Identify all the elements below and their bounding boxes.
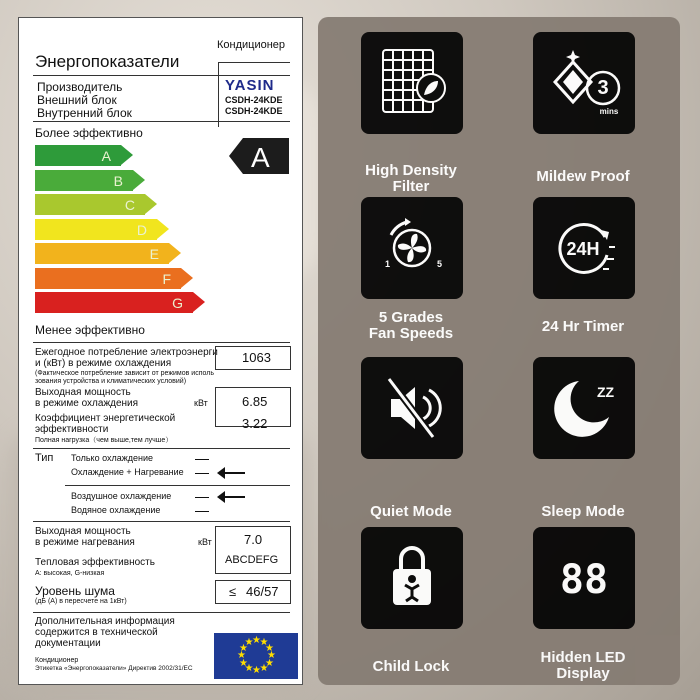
fan-dial-max: 5 bbox=[437, 259, 443, 269]
efficiency-bar-letter: A bbox=[101, 148, 111, 164]
feature-caption-1: High Density bbox=[365, 162, 457, 179]
mins-text: mins bbox=[599, 107, 619, 116]
led-digits: 88 bbox=[559, 557, 609, 603]
outdoor-unit-label: Внешний блок bbox=[37, 93, 117, 107]
heating-output-value: 7.0 bbox=[244, 532, 263, 547]
appliance-type: Кондиционер bbox=[217, 39, 286, 51]
efficiency-bar-letter: D bbox=[136, 221, 147, 238]
eu-star-icon: ★ bbox=[244, 637, 254, 648]
heating-efficiency-note: A: высокая, G-низкая bbox=[35, 570, 105, 577]
annual-consumption-note-1: (Фактическое потребление зависит от режимов исполь bbox=[35, 370, 214, 377]
eer-label-2: эффективности bbox=[35, 424, 109, 435]
rated-class-arrow bbox=[229, 138, 289, 174]
eu-star-icon: ★ bbox=[244, 662, 254, 674]
cooling-output-value: 6.85 bbox=[242, 394, 268, 409]
annual-consumption-label-1: Ежегодное потребление электроэнерги bbox=[35, 347, 218, 358]
efficiency-bar-letter: C bbox=[124, 197, 135, 213]
efficiency-bar-letter: F bbox=[162, 270, 171, 287]
eer-value: 3.22 bbox=[242, 416, 268, 431]
efficiency-bar-g bbox=[35, 292, 193, 313]
heating-efficiency-value: ABCDEFG bbox=[225, 554, 279, 566]
eu-star-icon: ★ bbox=[239, 642, 248, 654]
heating-output-label-1: Выходная мощность bbox=[35, 526, 131, 537]
heating-output-unit: кВт bbox=[198, 537, 212, 547]
noise-le-icon: ≤ bbox=[229, 584, 237, 599]
annual-consumption-note-2: зования устройства и климатических условий) bbox=[35, 378, 187, 385]
feature-caption-2: Filter bbox=[392, 178, 430, 195]
energy-label bbox=[18, 17, 303, 685]
eu-star-icon: ★ bbox=[252, 665, 261, 676]
noise-label: Уровень шума bbox=[35, 584, 115, 598]
type-label: Тип bbox=[35, 452, 54, 464]
heating-efficiency-label: Тепловая эффективность bbox=[35, 557, 155, 568]
indoor-unit-label: Внутренний блок bbox=[37, 106, 132, 120]
features-panel bbox=[318, 17, 680, 685]
efficiency-bar-d bbox=[35, 219, 157, 240]
fan-speed-icon bbox=[361, 197, 463, 299]
annual-consumption-value: 1063 bbox=[242, 350, 271, 365]
eu-star-icon: ★ bbox=[237, 650, 246, 661]
timer-24h-icon bbox=[533, 197, 635, 299]
efficiency-bar-b bbox=[35, 170, 133, 191]
heating-output-label-2: в режиме нагревания bbox=[35, 537, 135, 548]
eu-star-icon: ★ bbox=[259, 662, 269, 674]
efficiency-bar-a bbox=[35, 145, 121, 166]
additional-info-1: Дополнительная информация bbox=[35, 616, 175, 627]
type-water-cooling: Водяное охлаждение bbox=[71, 505, 161, 515]
brand-logo: YASIN bbox=[225, 77, 275, 94]
feature-caption-1: 5 Grades bbox=[378, 309, 444, 326]
type-cooling-heating: Охлаждение + Нагревание bbox=[71, 467, 184, 477]
eu-flag-icon bbox=[214, 633, 298, 679]
efficiency-bar-c bbox=[35, 194, 145, 215]
mins-number: 3 bbox=[597, 77, 609, 99]
filter-leaf-icon bbox=[361, 32, 463, 134]
efficiency-bar-letter: G bbox=[172, 295, 183, 311]
feature-caption-1: Sleep Mode bbox=[541, 503, 625, 520]
efficiency-bar-e bbox=[35, 243, 169, 264]
eer-label-1: Коэффициент энергетической bbox=[35, 413, 176, 424]
efficiency-bar-letter: E bbox=[149, 246, 159, 262]
indoor-model: CSDH-24KDE bbox=[225, 106, 283, 116]
fan-dial-min: 1 bbox=[385, 259, 391, 269]
feature-caption-2: Fan Speeds bbox=[368, 325, 454, 342]
eu-star-icon: ★ bbox=[267, 650, 276, 661]
mildew-3mins-icon bbox=[533, 32, 635, 134]
less-efficient-label: Менее эффективно bbox=[35, 323, 145, 337]
eu-star-icon: ★ bbox=[264, 657, 274, 669]
feature-caption-1: Hidden LED bbox=[540, 649, 626, 666]
noise-note: (дБ (А) в пересчете на 1кВт) bbox=[35, 598, 127, 605]
type-air-cooling: Воздушное охлаждение bbox=[71, 491, 172, 501]
efficiency-bar-letter: B bbox=[113, 172, 123, 189]
timer-badge: 24H bbox=[566, 239, 600, 259]
selected-type-arrow bbox=[223, 472, 245, 474]
feature-caption-1: Child Lock bbox=[372, 658, 450, 675]
more-efficient-label: Более эффективно bbox=[35, 126, 143, 140]
eu-star-icon: ★ bbox=[252, 635, 261, 646]
footer-line-2: Этикетка «Энергопоказатели» Директив 2002/31/EC bbox=[35, 665, 193, 672]
eu-star-icon: ★ bbox=[239, 657, 248, 669]
sleep-zz: ZZ bbox=[597, 384, 615, 400]
footer-line-1: Кондиционер bbox=[35, 657, 79, 664]
manufacturer-label: Производитель bbox=[37, 80, 123, 94]
eer-note: Полная нагрузка（чем выше,тем лучше） bbox=[35, 437, 173, 444]
eu-star-icon: ★ bbox=[264, 642, 274, 654]
eu-star-icon: ★ bbox=[259, 637, 269, 648]
additional-info-3: документации bbox=[35, 638, 101, 649]
feature-caption-2: Display bbox=[556, 665, 610, 682]
annual-consumption-label-2: и (кВт) в режиме охлаждения bbox=[35, 358, 172, 369]
type-cooling-only: Только охлаждение bbox=[71, 453, 154, 463]
feature-caption-1: Quiet Mode bbox=[370, 503, 452, 520]
feature-caption-1: Mildew Proof bbox=[536, 168, 630, 185]
additional-info-2: содержится в технической bbox=[35, 627, 158, 638]
feature-caption-1: 24 Hr Timer bbox=[541, 318, 625, 335]
noise-value: 46/57 bbox=[246, 584, 279, 599]
cooling-output-label-2: в режиме охлаждения bbox=[35, 398, 139, 409]
outdoor-model: CSDH-24KDE bbox=[225, 95, 283, 105]
cooling-output-label-1: Выходная мощность bbox=[35, 387, 131, 398]
selected-cooling-arrow bbox=[223, 496, 245, 498]
speaker-mute-icon bbox=[361, 357, 463, 459]
moon-sleep-icon bbox=[533, 357, 635, 459]
child-lock-icon bbox=[361, 527, 463, 629]
cooling-output-unit: кВт bbox=[194, 398, 208, 408]
label-title: Энергопоказатели bbox=[35, 52, 180, 71]
rated-class-letter: A bbox=[251, 142, 270, 173]
led-display-icon bbox=[533, 527, 635, 629]
efficiency-bar-f bbox=[35, 268, 181, 289]
